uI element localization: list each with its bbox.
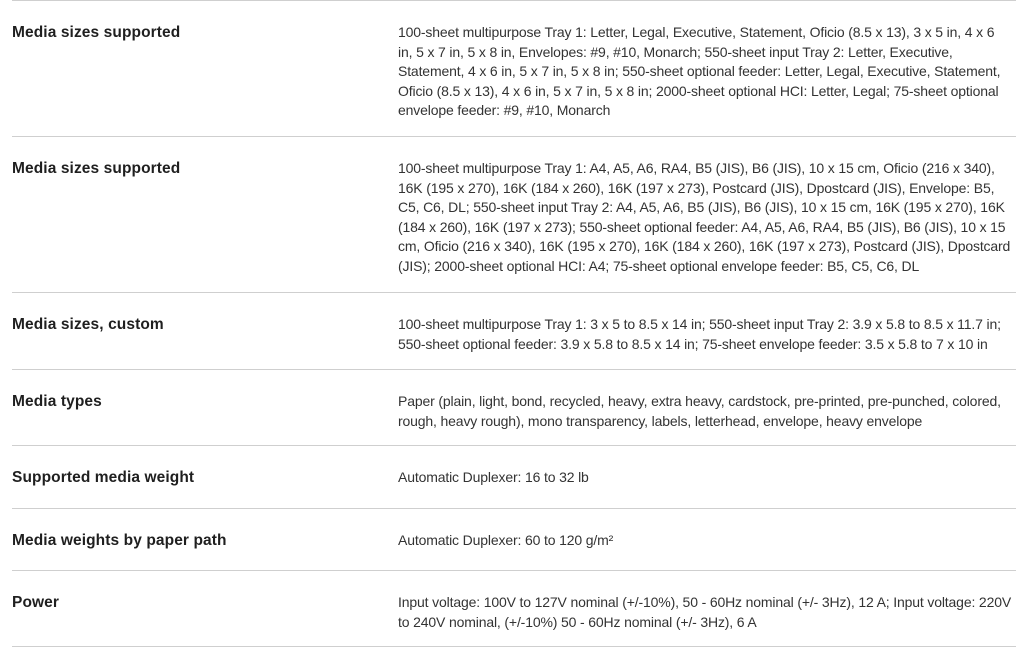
spec-value: 100-sheet multipurpose Tray 1: A4, A5, A6, RA4, B5 (JIS), B6 (JIS), 10 x 15 cm, Oficio (216 x 340), 16K (195 x 270), 16K (184 x 260), 16K (197 x 273), Postcard (JIS), Dpostcard (JIS), Envelope: B5, C5, C6, DL; 550-sheet input Tray 2: A4, A5, A6, B5 (JIS), B6 (JIS), 10 x 15 cm, 16K (195 x 270), 16K (184 x 260), 16K (197 x 273); 550-sheet optional feeder: A4, A5, A6, RA4, B5 (JIS), B6 (JIS), 10 x 15 cm, Oficio (216 x 340), 16K (195 x 270), 16K (184 x 260), 16K (197 x 273), Postcard (JIS), Dpostcard (JIS); 2000-sheet optional HCI: A4; 75-sheet optional envelope feeder: B5, C5, C6, DL — [398, 160, 1011, 274]
spec-label: Media sizes supported — [12, 24, 181, 41]
spec-label: Media weights by paper path — [12, 532, 227, 549]
spec-row-media-weights-by-paper-path — [12, 509, 1016, 571]
spec-value: Paper (plain, light, bond, recycled, heavy, extra heavy, cardstock, pre-printed, pre-punched, colored, rough, heavy rough), mono transparency, labels, letterhead, envelope, heavy envelope — [398, 393, 1001, 429]
spec-label: Media types — [12, 393, 102, 410]
spec-row-media-types — [12, 370, 1016, 446]
spec-value: Input voltage: 100V to 127V nominal (+/-10%), 50 - 60Hz nominal (+/- 3Hz), 12 A; Input voltage: 220V to 240V nominal, (+/-10%) 50 - 60Hz nominal (+/- 3Hz), 6 A — [398, 594, 1012, 630]
spec-value: 100-sheet multipurpose Tray 1: Letter, Legal, Executive, Statement, Oficio (8.5 x 13), 3 x 5 in, 4 x 6 in, 5 x 7 in, 5 x 8 in, Envelopes: #9, #10, Monarch; 550-sheet input Tray 2: Letter, Executive, Statement, 4 x 6 in, 5 x 7 in, 5 x 8 in; 550-sheet optional feeder: Letter, Legal, Executive, Statement, Oficio (8.5 x 13), 4 x 6 in, 5 x 7 in, 5 x 8 in; 2000-sheet optional HCI: Letter, Legal; 75-sheet optional envelope feeder: #9, #10, Monarch — [398, 24, 1001, 119]
spec-row-power — [12, 571, 1016, 647]
spec-row-media-sizes-supported-imperial — [12, 1, 1016, 137]
spec-value: Automatic Duplexer: 60 to 120 g/m² — [398, 532, 614, 548]
spec-label: Supported media weight — [12, 469, 195, 486]
spec-row-media-sizes-custom — [12, 293, 1016, 370]
spec-label: Media sizes supported — [12, 160, 181, 177]
spec-label: Power — [12, 594, 60, 611]
spec-label: Media sizes, custom — [12, 316, 164, 333]
spec-value: 100-sheet multipurpose Tray 1: 3 x 5 to 8.5 x 14 in; 550-sheet input Tray 2: 3.9 x 5.8 to 8.5 x 11.7 in; 550-sheet optional feeder: 3.9 x 5.8 to 8.5 x 14 in; 75-sheet envelope feeder: 3.5 x 5.8 to 7 x 10 in — [398, 316, 1001, 352]
spec-row-media-sizes-supported-metric — [12, 137, 1016, 293]
spec-table — [12, 0, 1016, 647]
spec-row-supported-media-weight — [12, 446, 1016, 509]
spec-value: Automatic Duplexer: 16 to 32 lb — [398, 469, 589, 485]
